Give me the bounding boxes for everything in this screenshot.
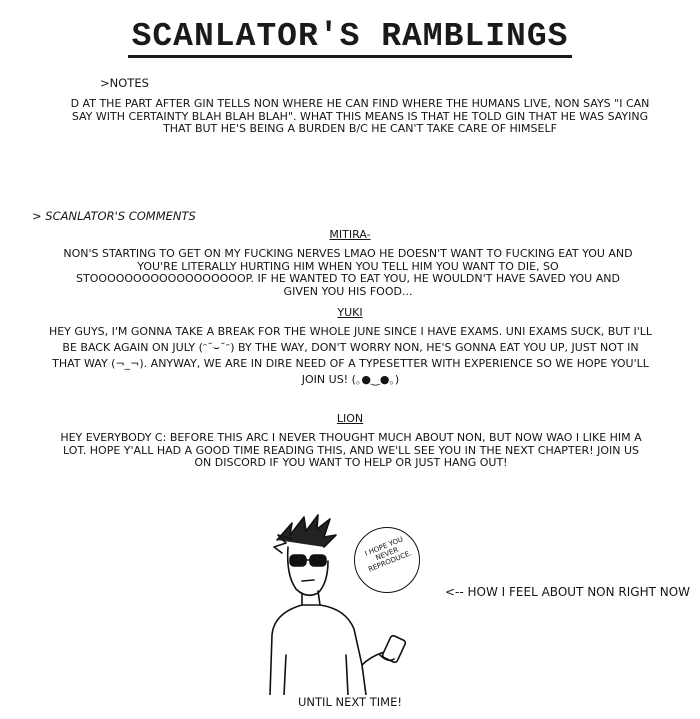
comments-heading: > SCANLATOR'S COMMENTS	[32, 209, 196, 223]
commenter-name: LION	[336, 412, 364, 425]
commenter-name: YUKI	[337, 306, 363, 319]
comment-text: HEY EVERYBODY C: BEFORE THIS ARC I NEVER THOUGHT MUCH ABOUT NON, BUT NOW WAO I LIKE HIM A LOT. HOPE Y'ALL HAD A GOOD TIME READING THIS, AND WE'LL SEE YOU IN THE NEXT CHAPTER! JOIN US ON DISCORD IF YOU WANT TO HELP OR JUST HANG OUT!	[60, 431, 642, 469]
speech-bubble-text: I HOPE YOU NEVER REPRODUCE.	[363, 535, 413, 574]
drawing-caption: <-- HOW I FEEL ABOUT NON RIGHT NOW	[445, 585, 691, 599]
notes-body: D AT THE PART AFTER GIN TELLS NON WHERE HE CAN FIND WHERE THE HUMANS LIVE, NON SAYS "I CAN SAY WITH CERTAINTY BLAH BLAH BLAH". WHAT THIS MEANS IS THAT HE TOLD GIN THAT HE WAS SAYING THAT BUT HE'S BEING A BURDEN B/C HE CAN'T TAKE CARE OF HIMSELF	[70, 97, 650, 135]
notes-heading: >NOTES	[100, 76, 149, 90]
comment-text: HEY GUYS, I'M GONNA TAKE A BREAK FOR THE WHOLE JUNE SINCE I HAVE EXAMS. UNI EXAMS SUCK, BUT I'LL BE BACK AGAIN ON JULY (ᵔ˘⌣˘ᵔ) BY THE WAY, DON'T WORRY NON, HE'S GONNA EAT YOU UP, JUST NOT IN THAT WAY (¬_¬). ANYWAY, WE ARE IN DIRE NEED OF A TYPESETTER WITH EXPERIENCE SO WE HOPE YOU'LL JOIN US! (｡●‿●｡)	[48, 325, 653, 386]
comment-text: NON'S STARTING TO GET ON MY FUCKING NERVES LMAO HE DOESN'T WANT TO FUCKING EAT YOU AND YOU'RE LITERALLY HURTING HIM WHEN YOU TELL HIM YOU WANT TO DIE, SO STOOOOOOOOOOOOOOOOOOP. IF HE WANTED TO EAT YOU, HE WOULDN'T HAVE SAVED YOU AND GIVEN YOU HIS FOOD...	[63, 247, 633, 298]
commenter-name: MITIRA-	[329, 228, 371, 241]
signoff: UNTIL NEXT TIME!	[298, 695, 402, 709]
page-title: SCANLATOR'S RAMBLINGS	[0, 18, 700, 55]
speech-bubble	[354, 527, 420, 593]
character-drawing	[262, 505, 427, 695]
